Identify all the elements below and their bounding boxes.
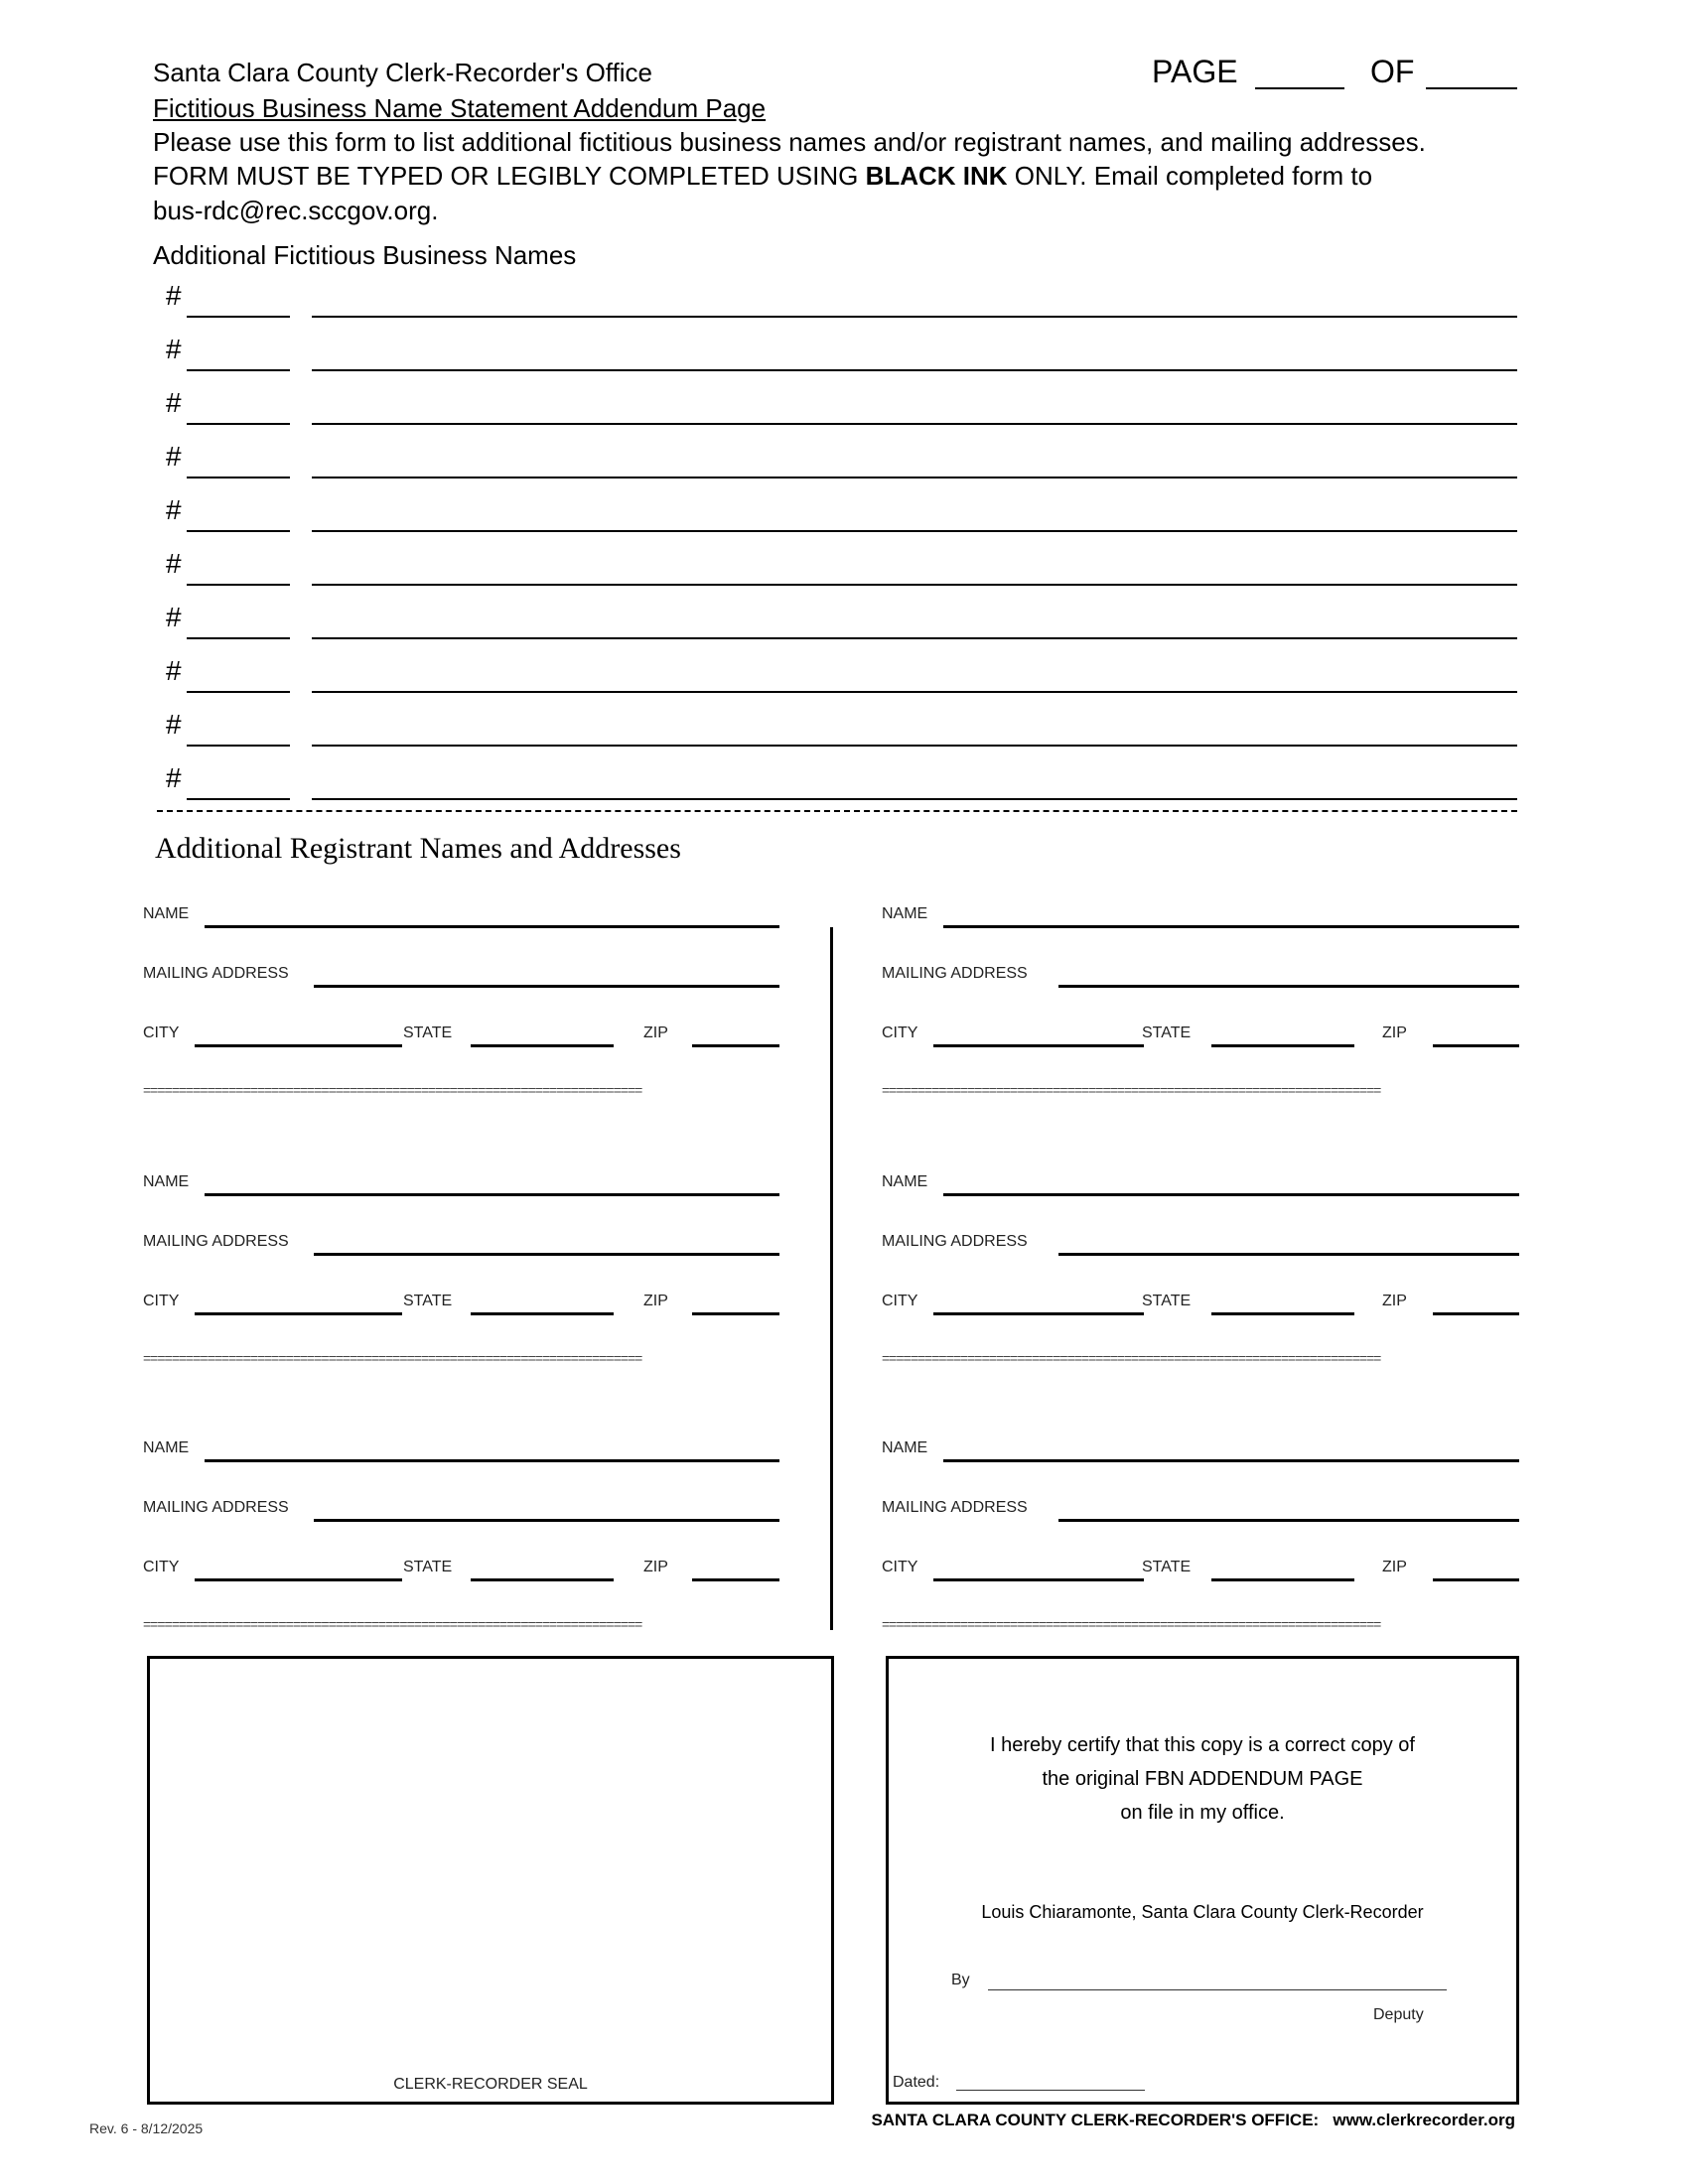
city-label: CITY — [143, 1024, 180, 1041]
zip-label: ZIP — [643, 1559, 668, 1575]
zip-label: ZIP — [1382, 1559, 1407, 1575]
name-label: NAME — [882, 1439, 928, 1456]
mailing-address-label: MAILING ADDRESS — [143, 1233, 289, 1250]
state-field[interactable] — [1211, 1312, 1354, 1315]
city-label: CITY — [882, 1024, 918, 1041]
block-separator: ====================================================================== — [143, 1082, 642, 1098]
fbn-name-field[interactable] — [312, 423, 1517, 425]
footer-website: www.clerkrecorder.org — [1333, 2111, 1515, 2129]
certify-line-3: on file in my office. — [1120, 1802, 1285, 1824]
instruction-line-2 — [153, 161, 1372, 192]
city-field[interactable] — [933, 1044, 1144, 1047]
fbn-section-title: Additional Fictitious Business Names — [153, 240, 577, 270]
fbn-hash-label: # — [166, 709, 182, 740]
fbn-number-field[interactable] — [187, 369, 290, 371]
deputy-signature-line[interactable] — [988, 1989, 1447, 1990]
fbn-name-field[interactable] — [312, 637, 1517, 639]
fbn-name-field[interactable] — [312, 745, 1517, 747]
section-divider — [157, 810, 1517, 812]
block-separator: ====================================================================== — [143, 1350, 642, 1366]
recorder-name: Louis Chiaramonte, Santa Clara County Clerk-Recorder — [981, 1902, 1424, 1922]
name-label: NAME — [882, 905, 928, 922]
state-label: STATE — [1142, 1024, 1192, 1041]
mailing-address-field[interactable] — [314, 1519, 779, 1522]
fbn-name-field[interactable] — [312, 530, 1517, 532]
zip-field[interactable] — [1433, 1044, 1519, 1047]
instruction-line-1: Please use this form to list additional fictitious business names and/or registrant names, and mailing addresses. — [153, 127, 1426, 157]
column-divider — [830, 927, 833, 1630]
instruction-text: FORM MUST BE TYPED OR LEGIBLY COMPLETED USING — [153, 161, 866, 191]
fbn-name-field[interactable] — [312, 369, 1517, 371]
city-field[interactable] — [195, 1312, 402, 1315]
mailing-address-label: MAILING ADDRESS — [143, 965, 289, 982]
registrant-name-field[interactable] — [943, 1193, 1519, 1196]
mailing-address-label: MAILING ADDRESS — [882, 1499, 1028, 1516]
certify-line-2: the original FBN ADDENDUM PAGE — [1042, 1768, 1363, 1790]
mailing-address-label: MAILING ADDRESS — [143, 1499, 289, 1516]
email-address: bus-rdc@rec.sccgov.org. — [153, 196, 439, 225]
registrant-name-field[interactable] — [943, 1459, 1519, 1462]
seal-label: CLERK-RECORDER SEAL — [393, 2076, 588, 2093]
fbn-hash-label: # — [166, 602, 182, 632]
fbn-name-field[interactable] — [312, 477, 1517, 478]
mailing-address-field[interactable] — [1058, 1253, 1519, 1256]
block-separator: ====================================================================== — [882, 1350, 1381, 1366]
fbn-number-field[interactable] — [187, 584, 290, 586]
zip-label: ZIP — [1382, 1293, 1407, 1309]
fbn-number-field[interactable] — [187, 798, 290, 800]
page-number-field[interactable] — [1255, 87, 1344, 89]
registrant-name-field[interactable] — [205, 925, 779, 928]
zip-label: ZIP — [643, 1293, 668, 1309]
mailing-address-field[interactable] — [1058, 1519, 1519, 1522]
registrant-name-field[interactable] — [205, 1459, 779, 1462]
fbn-hash-label: # — [166, 655, 182, 686]
state-field[interactable] — [1211, 1044, 1354, 1047]
zip-label: ZIP — [643, 1024, 668, 1041]
city-label: CITY — [143, 1293, 180, 1309]
fbn-number-field[interactable] — [187, 423, 290, 425]
fbn-name-field[interactable] — [312, 798, 1517, 800]
dated-label: Dated: — [893, 2074, 940, 2091]
state-label: STATE — [403, 1293, 453, 1309]
city-field[interactable] — [195, 1578, 402, 1581]
mailing-address-field[interactable] — [314, 1253, 779, 1256]
seal-box — [147, 1656, 834, 2105]
zip-field[interactable] — [692, 1312, 779, 1315]
zip-field[interactable] — [1433, 1312, 1519, 1315]
fbn-hash-label: # — [166, 441, 182, 472]
block-separator: ====================================================================== — [143, 1616, 642, 1632]
city-label: CITY — [882, 1293, 918, 1309]
zip-field[interactable] — [692, 1044, 779, 1047]
name-label: NAME — [143, 905, 190, 922]
fbn-hash-label: # — [166, 280, 182, 311]
black-ink-emphasis: BLACK INK — [865, 161, 1008, 191]
fbn-number-field[interactable] — [187, 745, 290, 747]
city-field[interactable] — [933, 1578, 1144, 1581]
fbn-number-field[interactable] — [187, 637, 290, 639]
state-label: STATE — [1142, 1293, 1192, 1309]
city-field[interactable] — [195, 1044, 402, 1047]
registrant-name-field[interactable] — [943, 925, 1519, 928]
zip-field[interactable] — [692, 1578, 779, 1581]
page-label: PAGE — [1152, 54, 1238, 89]
block-separator: ====================================================================== — [882, 1082, 1381, 1098]
of-label: OF — [1370, 54, 1415, 89]
fbn-number-field[interactable] — [187, 530, 290, 532]
fbn-name-field[interactable] — [312, 316, 1517, 318]
mailing-address-field[interactable] — [1058, 985, 1519, 988]
fbn-number-field[interactable] — [187, 316, 290, 318]
state-label: STATE — [403, 1024, 453, 1041]
instruction-text: ONLY. Email completed form to — [1007, 161, 1373, 191]
fbn-hash-label: # — [166, 387, 182, 418]
deputy-label: Deputy — [1373, 2006, 1424, 2023]
certify-line-1: I hereby certify that this copy is a correct copy of — [990, 1734, 1415, 1756]
city-field[interactable] — [933, 1312, 1144, 1315]
footer-office — [871, 2111, 1515, 2130]
state-field[interactable] — [471, 1044, 614, 1047]
fbn-hash-label: # — [166, 494, 182, 525]
fbn-name-field[interactable] — [312, 691, 1517, 693]
page-total-field[interactable] — [1426, 87, 1517, 89]
mailing-address-label: MAILING ADDRESS — [882, 1233, 1028, 1250]
by-label: By — [951, 1972, 970, 1988]
registrant-section-title: Additional Registrant Names and Addresses — [155, 832, 681, 865]
fbn-hash-label: # — [166, 334, 182, 364]
block-separator: ====================================================================== — [882, 1616, 1381, 1632]
fbn-number-field[interactable] — [187, 477, 290, 478]
registrant-name-field[interactable] — [205, 1193, 779, 1196]
form-title: Fictitious Business Name Statement Addendum Page — [153, 93, 767, 123]
footer-office-label: SANTA CLARA COUNTY CLERK-RECORDER'S OFFICE: — [871, 2111, 1320, 2129]
fbn-hash-label: # — [166, 548, 182, 579]
fbn-name-field[interactable] — [312, 584, 1517, 586]
revision-label: Rev. 6 - 8/12/2025 — [89, 2120, 204, 2136]
name-label: NAME — [143, 1439, 190, 1456]
certification-box — [886, 1656, 1519, 2105]
fbn-number-field[interactable] — [187, 691, 290, 693]
zip-field[interactable] — [1433, 1578, 1519, 1581]
state-label: STATE — [1142, 1559, 1192, 1575]
state-field[interactable] — [471, 1578, 614, 1581]
fbn-hash-label: # — [166, 762, 182, 793]
city-label: CITY — [143, 1559, 180, 1575]
zip-label: ZIP — [1382, 1024, 1407, 1041]
office-name: Santa Clara County Clerk-Recorder's Office — [153, 58, 653, 87]
mailing-address-label: MAILING ADDRESS — [882, 965, 1028, 982]
mailing-address-field[interactable] — [314, 985, 779, 988]
state-label: STATE — [403, 1559, 453, 1575]
state-field[interactable] — [1211, 1578, 1354, 1581]
name-label: NAME — [143, 1173, 190, 1190]
city-label: CITY — [882, 1559, 918, 1575]
state-field[interactable] — [471, 1312, 614, 1315]
dated-line[interactable] — [956, 2090, 1145, 2091]
name-label: NAME — [882, 1173, 928, 1190]
